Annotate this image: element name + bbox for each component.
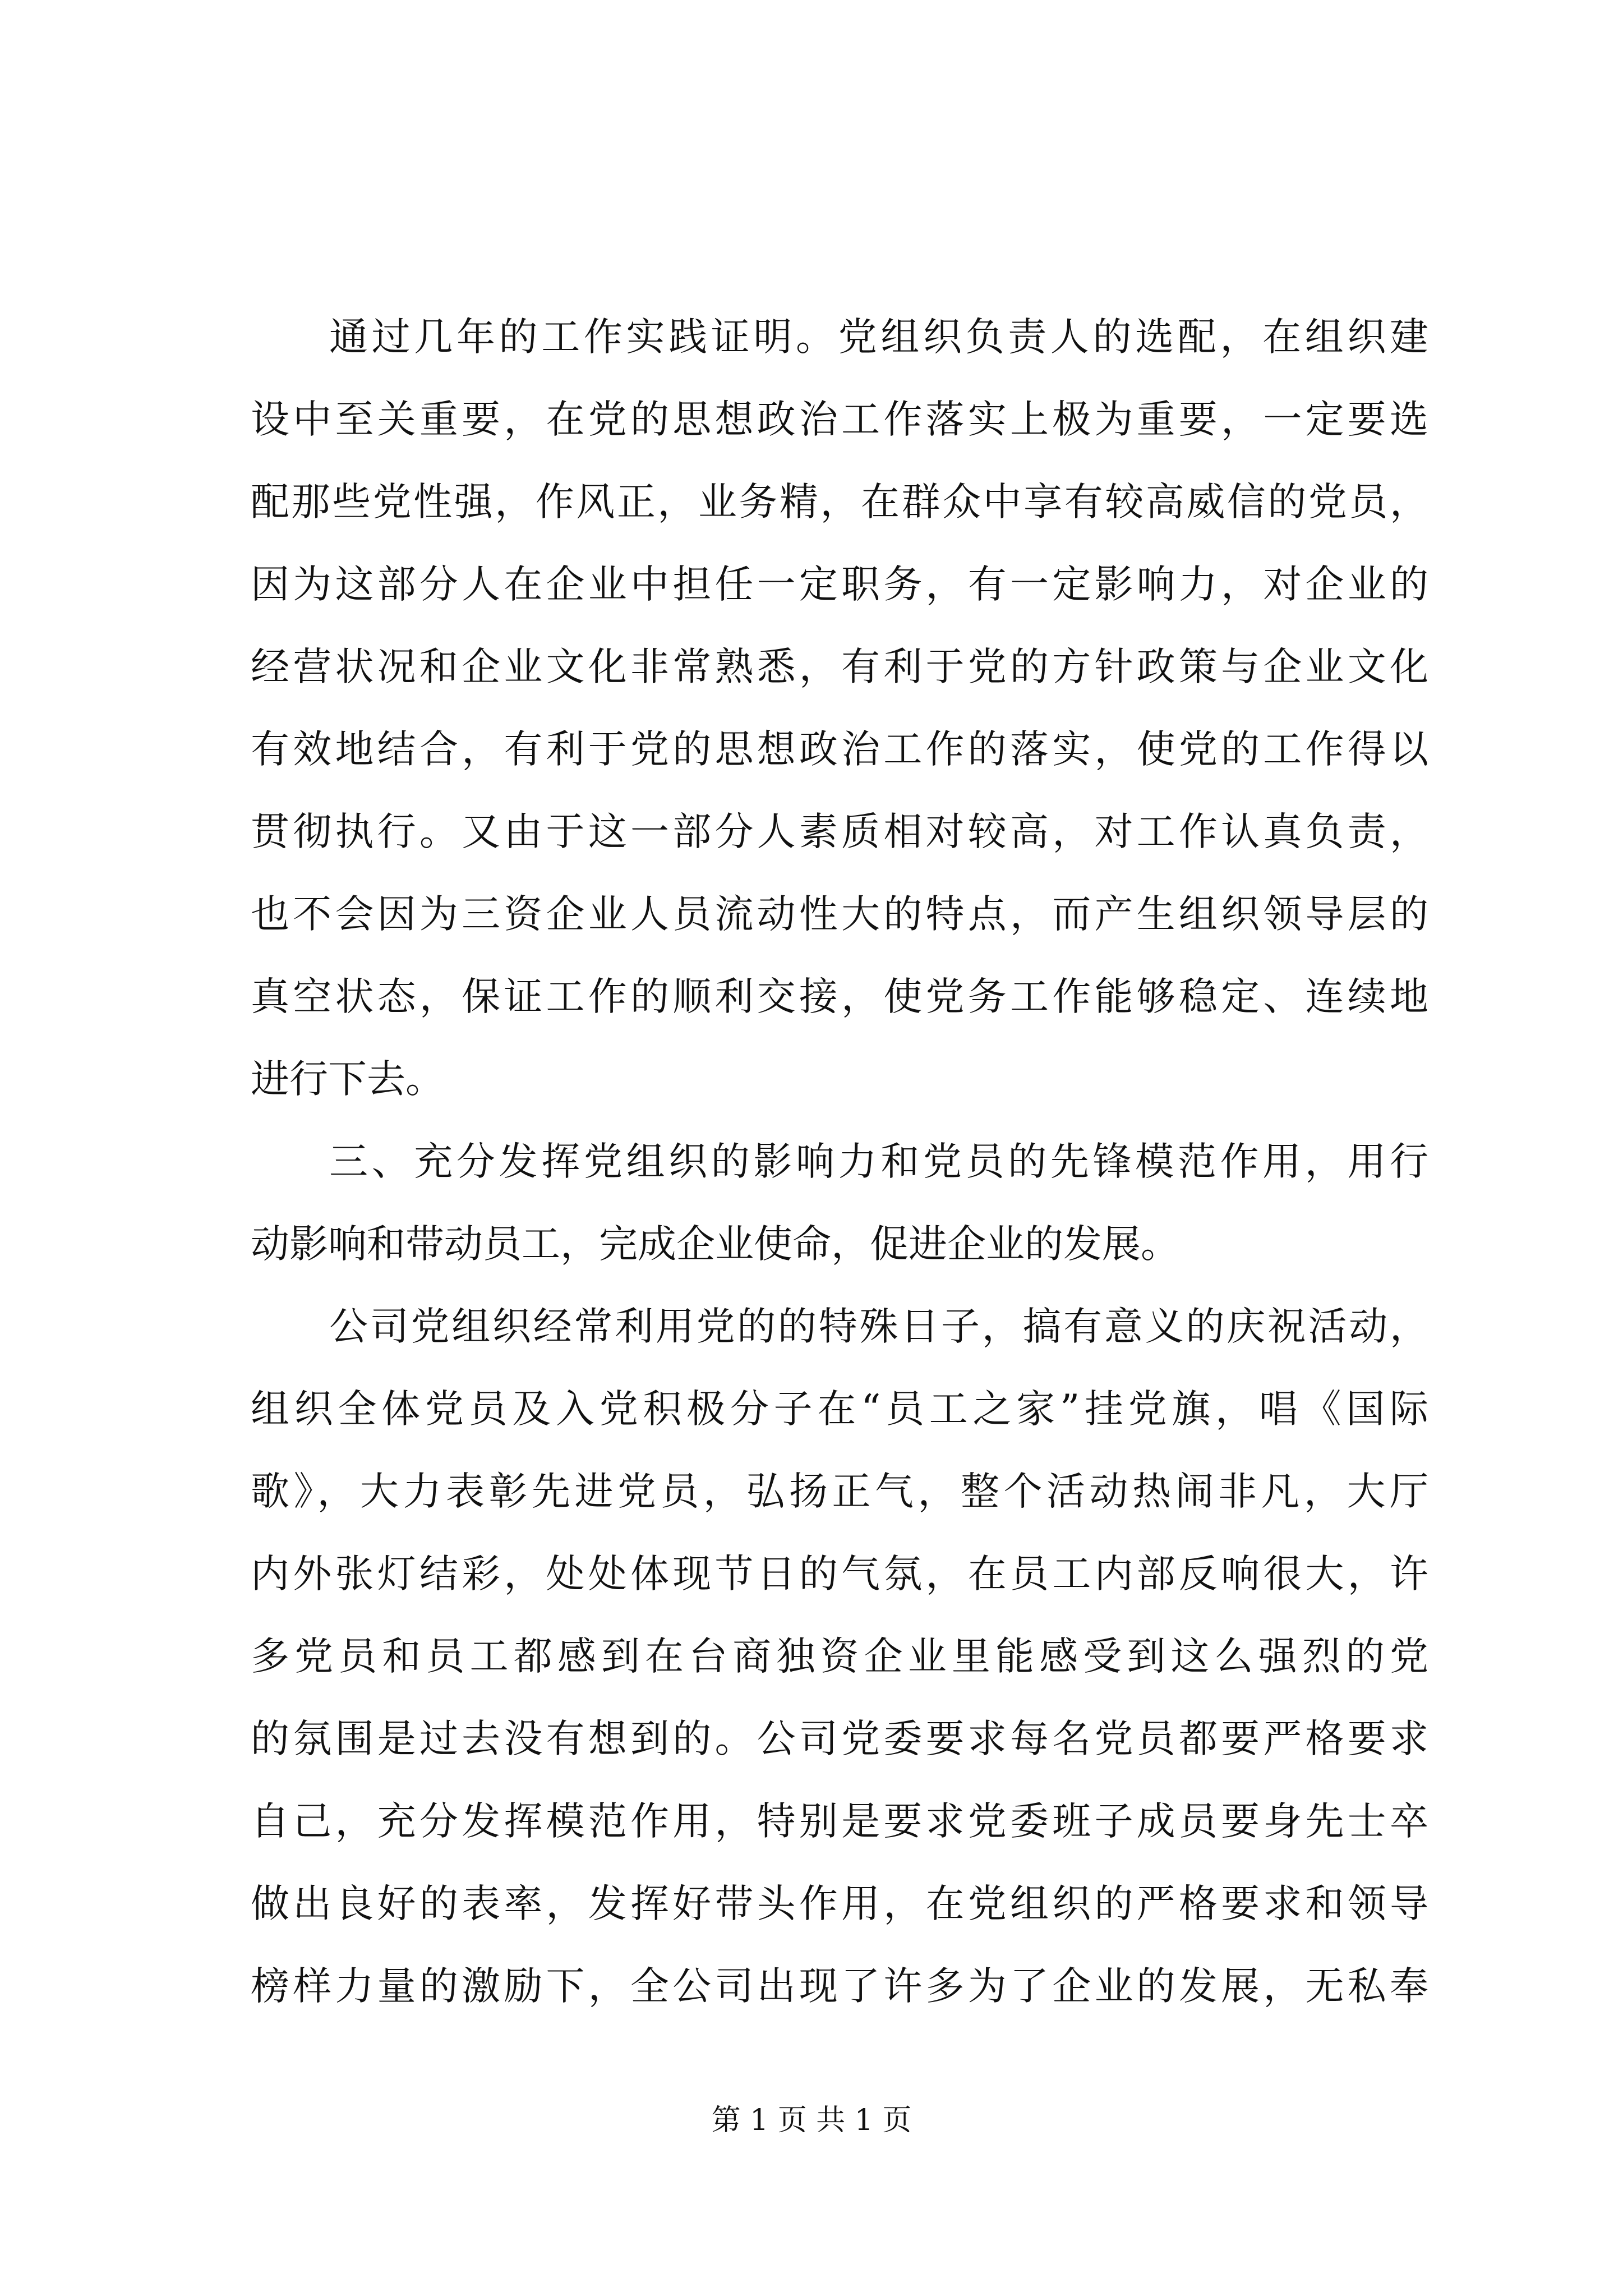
text-line: 通过几年的工作实践证明。党组织负责人的选配，在组织建: [329, 315, 1428, 360]
text-line: 因为这部分人在企业中担任一定职务，有一定影响力，对企业的: [251, 562, 1428, 607]
text-line: 进行下去。: [251, 1057, 444, 1102]
text-line: 真空状态，保证工作的顺利交接，使党务工作能够稳定、连续地: [251, 974, 1428, 1019]
text-line: 做出良好的表率，发挥好带头作用，在党组织的严格要求和领导: [251, 1881, 1428, 1926]
text-line: 贯彻执行。又由于这一部分人素质相对较高，对工作认真负责，: [251, 809, 1428, 854]
text-line: 组织全体党员及入党积极分子在“员工之家”挂党旗，唱《国际: [251, 1387, 1428, 1432]
document-body: [251, 296, 1428, 2028]
text-line: 公司党组织经常利用党的的特殊日子，搞有意义的庆祝活动，: [329, 1304, 1428, 1349]
text-line: 有效地结合，有利于党的思想政治工作的落实，使党的工作得以: [251, 727, 1428, 772]
text-line: 配那些党性强，作风正，业务精，在群众中享有较高威信的党员，: [251, 480, 1428, 524]
text-line: 歌》，大力表彰先进党员，弘扬正气，整个活动热闹非凡，大厅: [251, 1469, 1428, 1514]
text-line: 内外张灯结彩，处处体现节日的气氛，在员工内部反响很大，许: [251, 1552, 1428, 1596]
page-footer: 第 1 页 共 1 页: [711, 2104, 912, 2137]
text-line: 多党员和员工都感到在台商独资企业里能感受到这么强烈的党: [251, 1634, 1428, 1679]
text-line: 自己，充分发挥模范作用，特别是要求党委班子成员要身先士卒: [251, 1799, 1428, 1844]
text-line: 设中至关重要，在党的思想政治工作落实上极为重要，一定要选: [251, 397, 1428, 442]
text-line: 榜样力量的激励下，全公司出现了许多为了企业的发展，无私奉: [251, 1964, 1428, 2009]
text-line: 的氛围是过去没有想到的。公司党委要求每名党员都要严格要求: [251, 1717, 1428, 1761]
text-line: 也不会因为三资企业人员流动性大的特点，而产生组织领导层的: [251, 892, 1428, 937]
text-line: 三、充分发挥党组织的影响力和党员的先锋模范作用，用行: [329, 1139, 1428, 1184]
text-line: 动影响和带动员工，完成企业使命，促进企业的发展。: [251, 1222, 1179, 1267]
text-line: 经营状况和企业文化非常熟悉，有利于党的方针政策与企业文化: [251, 645, 1428, 689]
